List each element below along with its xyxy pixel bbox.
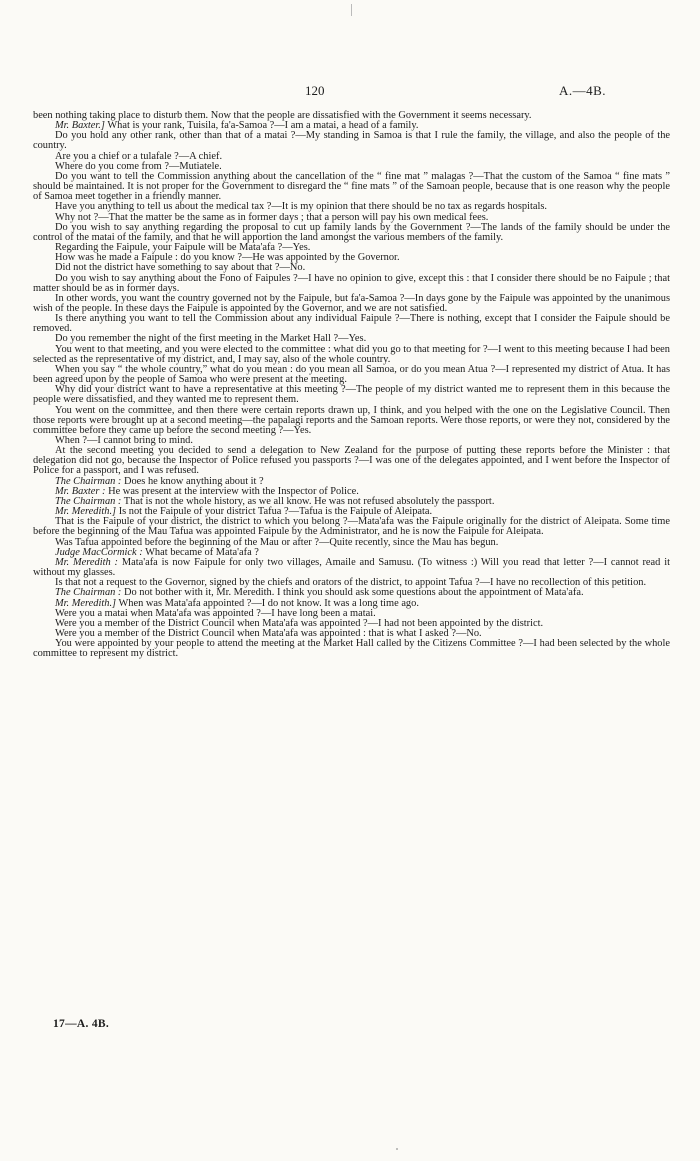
testimony-paragraph <box>33 365 670 385</box>
paragraph-text: Have you anything to tell us about the medical tax ?—It is my opinion that there should be no tax as regards hospitals. <box>55 201 548 213</box>
paragraph-text: When was Mata'afa appointed ?—I do not know. It was a long time ago. <box>116 597 419 609</box>
paragraph-text: Were you a member of the District Council when Mata'afa was appointed ?—I had not been appointed by the district. <box>55 617 544 629</box>
paragraph-text: When you say “ the whole country,” what do you mean : do you mean all Samoa, or do you mean Atua ?—I represented my district of Atua. It has been agreed upon by the people of Samoa who were present at the meeting. <box>33 363 670 386</box>
paragraph-text: Do you hold any other rank, other than that of a matai ?—My standing in Samoa is that I rule the family, the village, and also the people of the country. <box>33 130 670 152</box>
paragraph-text: Is that not a request to the Governor, signed by the chiefs and orators of the district, to appoint Tafua ?—I have no recollection of this petition. <box>55 577 647 589</box>
paragraph-text: Were you a member of the District Council when Mata'afa was appointed : that is what I asked ?—No. <box>55 627 482 639</box>
paragraph-text: You went to that meeting, and you were elected to the committee : what did you go to that meeting for ?—I went to this meeting because I had been selected as the representative of my district, and, I may say, also of the whole country. <box>33 343 670 365</box>
page-speck <box>396 1148 398 1150</box>
paragraph-text: In other words, you want the country governed not by the Faipule, but fa'a-Samoa ?—In days gone by the Faipule was appointed by the unanimous wish of the people. In these days the Faipule is appointed by the Governor, and we are not satisfied. <box>33 292 670 314</box>
page-edge-mark <box>351 4 352 16</box>
testimony-paragraph <box>33 639 670 659</box>
paragraph-text: That is the Faipule of your district, the district to which you belong ?—Mata'afa was the Faipule originally for the district of Aleipata. Some time before the beginning of the Mau Tafua was appointed Faipule by the Administrator, and he is now the Faipule for Aleipata. <box>33 516 670 538</box>
paragraph-text: Mata'afa is now Faipule for only two villages, Amaile and Samusu. (To witness :) Will you read that letter ?—I cannot read it without my glasses. <box>33 556 670 579</box>
paragraph-text: When ?—I cannot bring to mind. <box>55 435 193 446</box>
speaker-label: Mr. Meredith.] <box>55 506 117 518</box>
paragraph-text: What became of Mata'afa ? <box>142 546 259 558</box>
speaker-label: Mr. Baxter : <box>55 485 106 497</box>
paragraph-text: Is there anything you want to tell the Commission about any individual Faipule ?—There is nothing, except that I consider the Faipule should be removed. <box>33 313 670 335</box>
speaker-label: Mr. Meredith : <box>55 556 119 568</box>
paragraph-text: That is not the whole history, as we all know. He was not refused absolutely the passport. <box>121 495 495 507</box>
paragraph-text: Were you a matai when Mata'afa was appointed ?—I have long been a matai. <box>55 607 376 619</box>
paragraph-text: Do you want to tell the Commission anything about the cancellation of the “ fine mat ” malagas ?—That the custom of the Samoa “ fine mats ” should be maintained. It is not proper for the Government to disregard the “ fine mats ” of the Samoan people, because that is one reason why the people of Samoa meet together in a friendly manner. <box>33 170 670 203</box>
paragraph-text: He was present at the interview with the Inspector of Police. <box>105 485 359 497</box>
paragraph-text: Are you a chief or a tulafale ?—A chief. <box>55 150 223 162</box>
paragraph-text: Where do you come from ?—Mutiatele. <box>55 160 222 172</box>
speaker-label: Mr. Meredith.] <box>55 597 117 609</box>
testimony-paragraph <box>33 406 670 436</box>
speaker-label: The Chairman : <box>55 587 122 599</box>
speaker-label: The Chairman : <box>55 495 122 507</box>
paragraph-text: Do not bother with it, Mr. Meredith. I think you should ask some questions about the appointment of Mata'afa. <box>121 587 584 599</box>
paragraph-text: Do you wish to say anything about the Fono of Faipules ?—I have no opinion to give, except this : that I consider there should be no Faipule ; that matter should be as in former days. <box>33 272 670 294</box>
paragraph-text: Do you remember the night of the first meeting in the Market Hall ?—Yes. <box>55 333 367 345</box>
paragraph-text: What is your rank, Tuisila, fa'a-Samoa ?—I am a matai, a head of a family. <box>104 120 419 132</box>
testimony-paragraph <box>33 314 670 334</box>
paragraph-text: Does he know anything about it ? <box>121 475 264 487</box>
paragraph-text: At the second meeting you decided to send a delegation to New Zealand for the purpose of putting these reports before the Minister : that delegation did not go, because the Inspector of Police refused you passports ?—I was one of the delegates appointed, and I went before the Inspector of Police for a passport, and I was refused. <box>33 445 670 477</box>
paragraph-text: been nothing taking place to disturb them. Now that the people are dissatisfied with the Government it seems necessary. <box>33 110 532 121</box>
testimony-paragraph <box>33 172 670 202</box>
paragraph-text: Is not the Faipule of your district Tafua ?—Tafua is the Faipule of Aleipata. <box>116 506 433 518</box>
page-header <box>0 83 700 99</box>
speaker-label: The Chairman : <box>55 475 122 487</box>
footer-signature: 17—A. 4B. <box>53 1018 110 1030</box>
paragraph-text: You went on the committee, and then there were certain reports drawn up, I think, and you helped with the one on the Legislative Council. Then those reports were brought up at a second meeting—the papalagi reports and the Samoan reports. Were those reports, or were they not, considered by the committee before they came up before the second meeting ?—Yes. <box>33 404 670 436</box>
testimony-paragraph <box>33 294 670 314</box>
paragraph-text: Regarding the Faipule, your Faipule will be Mata'afa ?—Yes. <box>55 242 311 254</box>
testimony-paragraph <box>33 274 670 294</box>
paragraph-text: You were appointed by your people to attend the meeting at the Market Hall called by the Citizens Committee ?—I had been selected by the whole committee to represent my district. <box>33 638 670 660</box>
document-reference: A.—4B. <box>558 83 606 98</box>
speaker-label: Judge MacCormick : <box>55 546 143 558</box>
testimony-paragraph <box>33 385 670 405</box>
paragraph-text: Did not the district have something to say about that ?—No. <box>55 262 306 274</box>
testimony-paragraph <box>33 131 670 151</box>
paragraph-text: Do you wish to say anything regarding the proposal to cut up family lands by the Government ?—The lands of the family should be under the control of the matai of the family, and that he will apportion the land amongst the various members of the family. <box>33 221 670 243</box>
paragraph-text: How was he made a Faipule : do you know ?—He was appointed by the Governor. <box>55 252 400 264</box>
testimony-paragraph <box>33 446 670 476</box>
page-number: 120 <box>305 83 325 98</box>
testimony-paragraph <box>33 517 670 537</box>
speaker-label: Mr. Baxter.] <box>55 120 105 132</box>
testimony-body <box>33 111 670 659</box>
testimony-paragraph <box>33 345 670 365</box>
testimony-paragraph <box>33 558 670 578</box>
paragraph-text: Was Tafua appointed before the beginning of the Mau or after ?—Quite recently, since the Mau has begun. <box>55 536 499 548</box>
testimony-paragraph <box>33 223 670 243</box>
paragraph-text: Why not ?—That the matter be the same as in former days ; that a person will pay his own medical fees. <box>55 211 489 223</box>
paragraph-text: Why did your district want to have a representative at this meeting ?—The people of my district wanted me to represent them in this because the people were dissatisfied, and they wanted me to represent them. <box>33 384 670 406</box>
